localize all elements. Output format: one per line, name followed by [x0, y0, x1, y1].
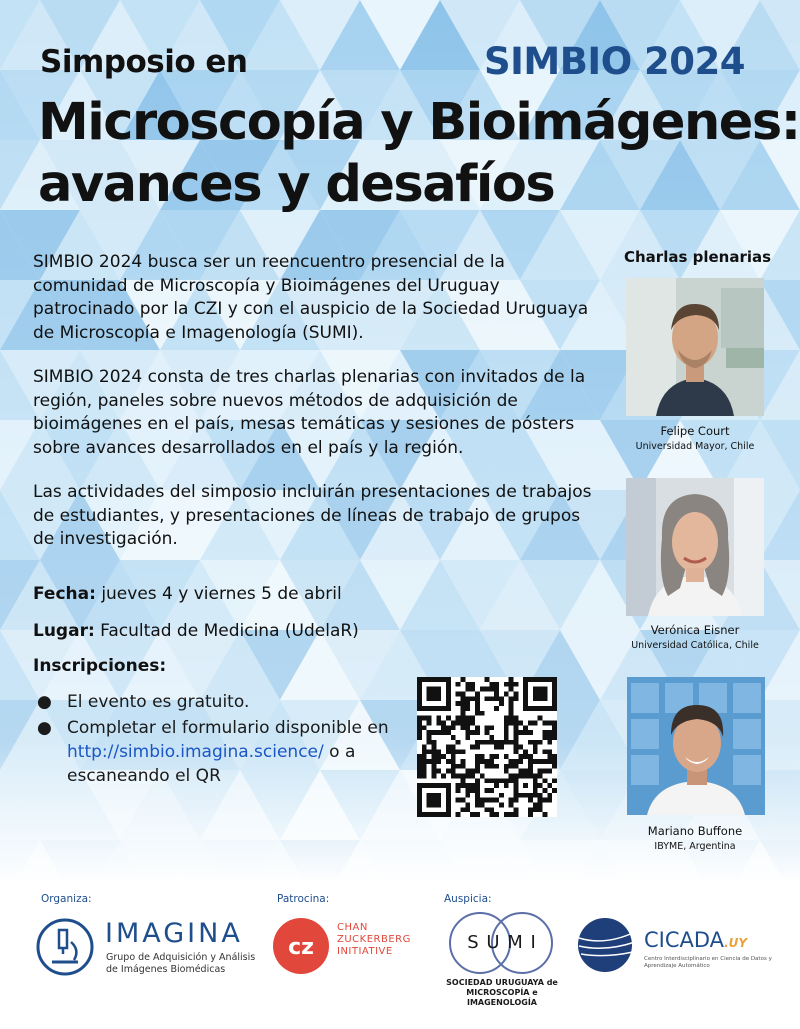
page-title — [38, 92, 800, 216]
registration-heading: Inscripciones: — [33, 656, 167, 676]
cicada-logo-text — [644, 928, 747, 952]
speaker-name: Mariano Buffone — [647, 824, 743, 838]
bullet-icon: ● — [37, 718, 52, 738]
sumi-letters: S U M I — [467, 932, 537, 953]
date-value: jueves 4 y viernes 5 de abril — [101, 584, 342, 604]
list-item-text: o a escaneando el QR — [67, 742, 356, 786]
event-tag: SIMBIO 2024 — [484, 40, 746, 83]
event-date — [33, 584, 342, 604]
sumi-caption-line: SOCIEDAD URUGUAYA de — [446, 978, 558, 987]
cicada-name: CICADA — [644, 928, 725, 952]
organizer-label: Organiza: — [41, 893, 92, 905]
registration-link[interactable]: http://simbio.imagina.science/ — [67, 742, 324, 762]
cicada-logo-icon — [575, 916, 637, 974]
list-item-text: Completar el formulario disponible en — [67, 718, 389, 738]
plenary-heading: Charlas plenarias — [624, 248, 772, 266]
registration-list — [33, 690, 403, 790]
sumi-caption-line: MICROSCOPÍA e IMAGENOLOGÍA — [466, 988, 538, 1007]
cicada-subtitle-line: Centro Interdisciplinario en Ciencia de Datos y — [644, 956, 772, 962]
paragraph-intro: SIMBIO 2024 busca ser un reencuentro presencial de la comunidad de Microscopía y Bioimágenes del Uruguay patrocinado por la CZI y con el auspicio de la Sociedad Uruguaya de Microscopía e Imagenología (SUMI). — [33, 252, 589, 343]
speaker-institution: Universidad Católica, Chile — [631, 640, 759, 651]
cicada-subtitle — [644, 956, 774, 970]
speaker-institution: Universidad Mayor, Chile — [635, 441, 755, 452]
imagina-subtitle-line: Grupo de Adquisición y Análisis — [106, 952, 256, 963]
cicada-suffix: .UY — [724, 936, 748, 950]
title-prefix: Simposio en — [40, 44, 248, 80]
venue-value: Facultad de Medicina (UdelaR) — [100, 621, 359, 641]
auspice-label: Auspicia: — [444, 893, 492, 905]
title-line-2: avances y desafíos — [38, 155, 555, 214]
imagina-subtitle-line: de Imágenes Biomédicas — [106, 964, 226, 975]
speaker-photo — [626, 478, 764, 616]
date-label: Fecha: — [33, 584, 96, 604]
bullet-icon: ● — [37, 692, 52, 712]
czi-line: ZUCKERBERG — [337, 934, 411, 945]
sumi-caption — [440, 978, 564, 1008]
speaker-name: Felipe Court — [660, 424, 730, 438]
title-line-1: Microscopía y Bioimágenes: — [38, 93, 800, 152]
sponsor-label: Patrocina: — [277, 893, 330, 905]
speaker-photo — [626, 278, 764, 416]
imagina-logo-text: IMAGINA — [105, 918, 243, 949]
speaker-institution: IBYME, Argentina — [654, 841, 736, 852]
list-item — [33, 690, 403, 714]
microscope-icon — [34, 916, 96, 978]
czi-line: CHAN — [337, 922, 368, 933]
speaker-photo — [627, 677, 765, 815]
speaker-name: Verónica Eisner — [650, 623, 740, 637]
qr-code[interactable] — [417, 677, 557, 817]
venue-label: Lugar: — [33, 621, 95, 641]
list-item — [33, 716, 403, 788]
paragraph-program: SIMBIO 2024 consta de tres charlas plenarias con invitados de la región, paneles sobre nuevos métodos de adquisición de bioimágenes en el país, mesas temáticas y sesiones de pósters sobre avances desarrollados en el país y la región. — [33, 367, 586, 458]
svg-text:cz: cz — [288, 935, 314, 960]
list-item-text: El evento es gratuito. — [67, 692, 250, 712]
czi-line: INITIATIVE — [337, 946, 393, 957]
event-venue — [33, 621, 359, 641]
imagina-subtitle — [106, 952, 255, 976]
czi-logo-text — [337, 922, 411, 958]
paragraph-activities: Las actividades del simposio incluirán presentaciones de trabajos de estudiantes, y presentaciones de líneas de trabajo de grupos de investigación. — [33, 482, 592, 549]
cicada-subtitle-line: Aprendizaje Automático — [644, 963, 710, 969]
czi-logo-icon — [272, 917, 330, 975]
